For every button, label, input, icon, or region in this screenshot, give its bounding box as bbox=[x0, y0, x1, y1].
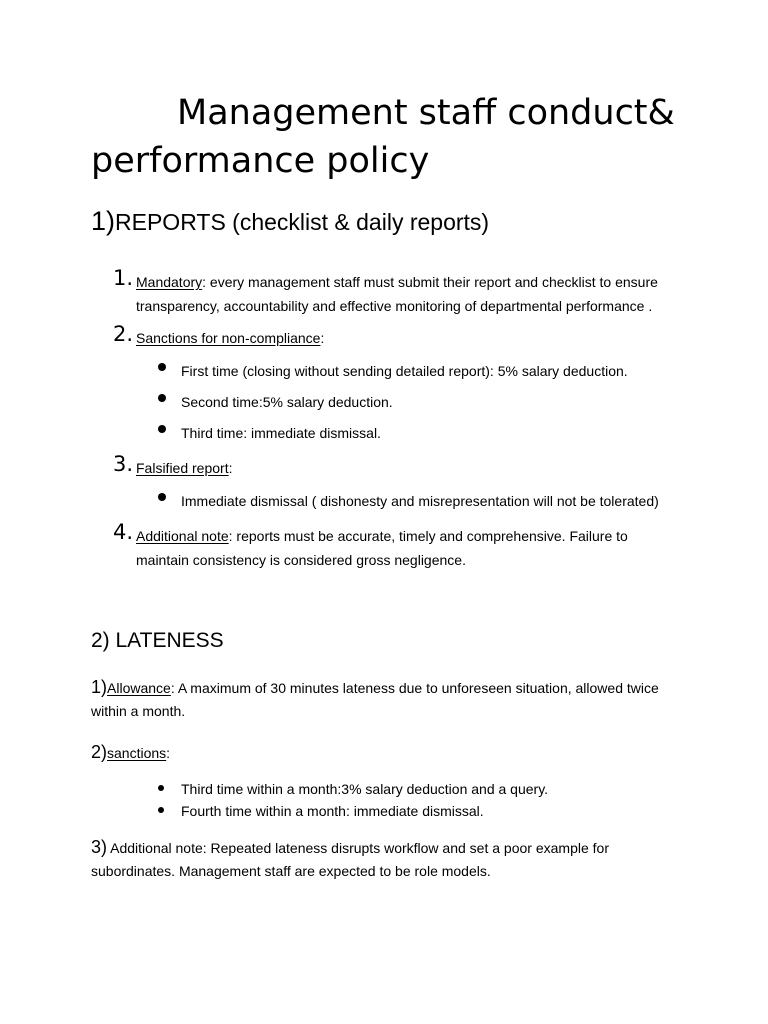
lateness-note-paragraph-cont: subordinates. Management staff are expected to be role models. bbox=[91, 863, 491, 879]
term: Additional note bbox=[136, 528, 229, 544]
item-text: : every management staff must submit their report and checklist to ensure bbox=[202, 274, 658, 290]
term: Falsified report bbox=[136, 460, 229, 476]
allowance-paragraph-cont: within a month. bbox=[91, 703, 186, 719]
title-line-2: performance policy bbox=[91, 141, 430, 181]
item-text: : reports must be accurate, timely and comprehensive. Failure to bbox=[228, 528, 628, 544]
list-number: 2. bbox=[113, 322, 134, 346]
bullet-icon bbox=[158, 363, 166, 371]
item-text: Additional note: Repeated lateness disrupts workflow and set a poor example for bbox=[107, 840, 609, 856]
bullet-item: Immediate dismissal ( dishonesty and misrepresentation will not be tolerated) bbox=[181, 493, 659, 509]
term: sanctions bbox=[107, 745, 167, 761]
bullet-item: Third time: immediate dismissal. bbox=[181, 425, 381, 441]
term: Allowance bbox=[107, 680, 171, 696]
list-item-sanctions bbox=[136, 326, 324, 350]
bullet-item: Second time:5% salary deduction. bbox=[181, 394, 393, 410]
lateness-note-paragraph bbox=[91, 835, 609, 860]
bullet-icon bbox=[158, 394, 166, 402]
reports-heading-text: REPORTS (checklist & daily reports) bbox=[115, 209, 490, 235]
title-line-1: Management staff conduct& bbox=[177, 93, 675, 133]
bullet-icon bbox=[158, 425, 166, 433]
allowance-paragraph bbox=[91, 675, 659, 700]
list-item-mandatory-cont: transparency, accountability and effective monitoring of departmental performance . bbox=[136, 298, 653, 314]
list-number: 3. bbox=[113, 452, 134, 476]
term: Mandatory bbox=[136, 274, 203, 290]
list-number: 4. bbox=[113, 520, 134, 544]
sanctions-paragraph bbox=[91, 740, 170, 765]
note-number: 3) bbox=[91, 837, 108, 857]
bullet-item: First time (closing without sending detailed report): 5% salary deduction. bbox=[181, 363, 628, 379]
list-item-falsified bbox=[136, 456, 232, 480]
reports-heading bbox=[91, 206, 489, 237]
allowance-number: 1) bbox=[91, 677, 108, 697]
list-number: 1. bbox=[113, 266, 134, 290]
item-text: : A maximum of 30 minutes lateness due to unforeseen situation, allowed twice bbox=[170, 680, 659, 696]
sanctions-number: 2) bbox=[91, 742, 108, 762]
item-text: : bbox=[166, 745, 171, 761]
lateness-heading: 2) LATENESS bbox=[91, 629, 224, 652]
item-text: : bbox=[228, 460, 233, 476]
bullet-item: Fourth time within a month: immediate dismissal. bbox=[181, 803, 484, 819]
bullet-item: Third time within a month:3% salary deduction and a query. bbox=[181, 781, 549, 797]
list-item-mandatory bbox=[136, 270, 658, 294]
list-item-additional-note-cont: maintain consistency is considered gross negligence. bbox=[136, 552, 466, 568]
list-item-additional-note bbox=[136, 524, 628, 548]
item-text: : bbox=[320, 330, 325, 346]
reports-heading-number: 1) bbox=[91, 206, 116, 236]
term: Sanctions for non-compliance bbox=[136, 330, 321, 346]
bullet-icon bbox=[158, 785, 164, 791]
bullet-icon bbox=[158, 807, 164, 813]
bullet-icon bbox=[158, 493, 166, 501]
